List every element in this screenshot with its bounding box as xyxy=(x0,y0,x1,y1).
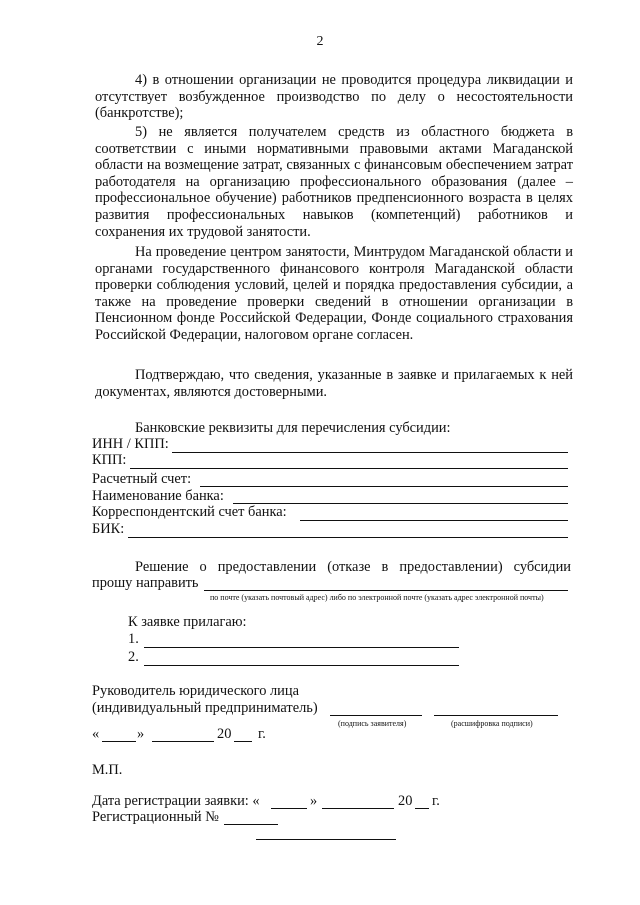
decode-hint: (расшифровка подписи) xyxy=(451,719,533,728)
sign-date-day-field[interactable] xyxy=(102,741,136,742)
sign-date-month-field[interactable] xyxy=(152,741,214,742)
paragraph-4 xyxy=(95,72,573,122)
stamp-label: М.П. xyxy=(92,762,123,778)
kpp-field[interactable] xyxy=(130,468,568,469)
paragraph-5 xyxy=(95,124,573,240)
signature-head-line2: (индивидуальный предприниматель) xyxy=(92,700,318,716)
inn-kpp-field[interactable] xyxy=(172,452,568,453)
kpp-label: КПП: xyxy=(92,452,127,468)
paragraph-5-text: 5) не является получателем средств из областного бюджета в соответствии с иными нормативными правовыми актами Магаданской области на возмещение затрат, связанных с финансовым обеспечением затрат работодателя на организацию профессионального образования (далее – профессиональное обучение) работников предпенсионного возраста в целях развития профессиональных навыков (компетенций) работников и сохранения их трудовой занятости. xyxy=(95,124,573,240)
corr-account-label: Корреспондентский счет банка: xyxy=(92,504,287,520)
sign-date-close: » xyxy=(137,726,145,742)
attachment-2-label: 2. xyxy=(128,649,139,665)
bik-field[interactable] xyxy=(128,537,568,538)
sign-date-year: 20 xyxy=(217,726,232,742)
bank-name-label: Наименование банка: xyxy=(92,488,224,504)
confirm-paragraph xyxy=(95,367,573,400)
attachment-1-field[interactable] xyxy=(144,647,459,648)
decision-line2: прошу направить xyxy=(92,575,199,591)
bik-label: БИК: xyxy=(92,521,125,537)
registration-number-label: Регистрационный № xyxy=(92,809,219,825)
registration-year-suffix: г. xyxy=(432,793,440,809)
attachment-1-label: 1. xyxy=(128,631,139,647)
decision-field[interactable] xyxy=(204,590,568,591)
bank-heading: Банковские реквизиты для перечисления субсидии: xyxy=(135,420,451,436)
attachments-heading: К заявке прилагаю: xyxy=(128,614,247,630)
paragraph-4-text: 4) в отношении организации не проводится процедура ликвидации и отсутствует возбужденное производство по делу о несостоятельности (банкротстве); xyxy=(95,72,573,122)
sign-date-open: « xyxy=(92,726,100,742)
consent-text: На проведение центром занятости, Минтрудом Магаданской области и органами государственного финансового контроля Магаданской области проверки соблюдения условий, целей и порядка предоставления субсидии, а также на проведение проверки сведений в отношении организации в Пенсионном фонде Российской Федерации, Фонде социального страхования Российской Федерации, налоговом органе согласен. xyxy=(95,244,573,343)
decision-hint: по почте (указать почтовый адрес) либо по электронной почте (указать адрес электронной почты) xyxy=(210,593,544,602)
registration-day-field[interactable] xyxy=(271,808,307,809)
consent-paragraph xyxy=(95,244,573,344)
corr-account-field[interactable] xyxy=(300,520,568,521)
signature-head-line1: Руководитель юридического лица xyxy=(92,683,299,699)
sign-date-year-suffix: г. xyxy=(258,726,266,742)
signature-field[interactable] xyxy=(330,715,422,716)
account-field[interactable] xyxy=(200,486,568,487)
registration-date-close: » xyxy=(310,793,318,809)
attachment-2-field[interactable] xyxy=(144,665,459,666)
registration-number-field[interactable] xyxy=(224,824,278,825)
bottom-signature-line xyxy=(256,839,396,840)
signature-hint: (подпись заявителя) xyxy=(338,719,407,728)
sign-date-year-field[interactable] xyxy=(234,741,252,742)
confirm-text: Подтверждаю, что сведения, указанные в заявке и прилагаемых к ней документах, являются достоверными. xyxy=(95,367,573,400)
registration-date-label: Дата регистрации заявки: « xyxy=(92,793,260,809)
registration-month-field[interactable] xyxy=(322,808,394,809)
account-label: Расчетный счет: xyxy=(92,471,192,487)
inn-kpp-label: ИНН / КПП: xyxy=(92,436,169,452)
page-number: 2 xyxy=(316,34,324,49)
registration-year: 20 xyxy=(398,793,413,809)
decision-line1: Решение о предоставлении (отказе в предоставлении) субсидии xyxy=(135,559,571,575)
registration-year-field[interactable] xyxy=(415,808,429,809)
signature-decode-field[interactable] xyxy=(434,715,558,716)
